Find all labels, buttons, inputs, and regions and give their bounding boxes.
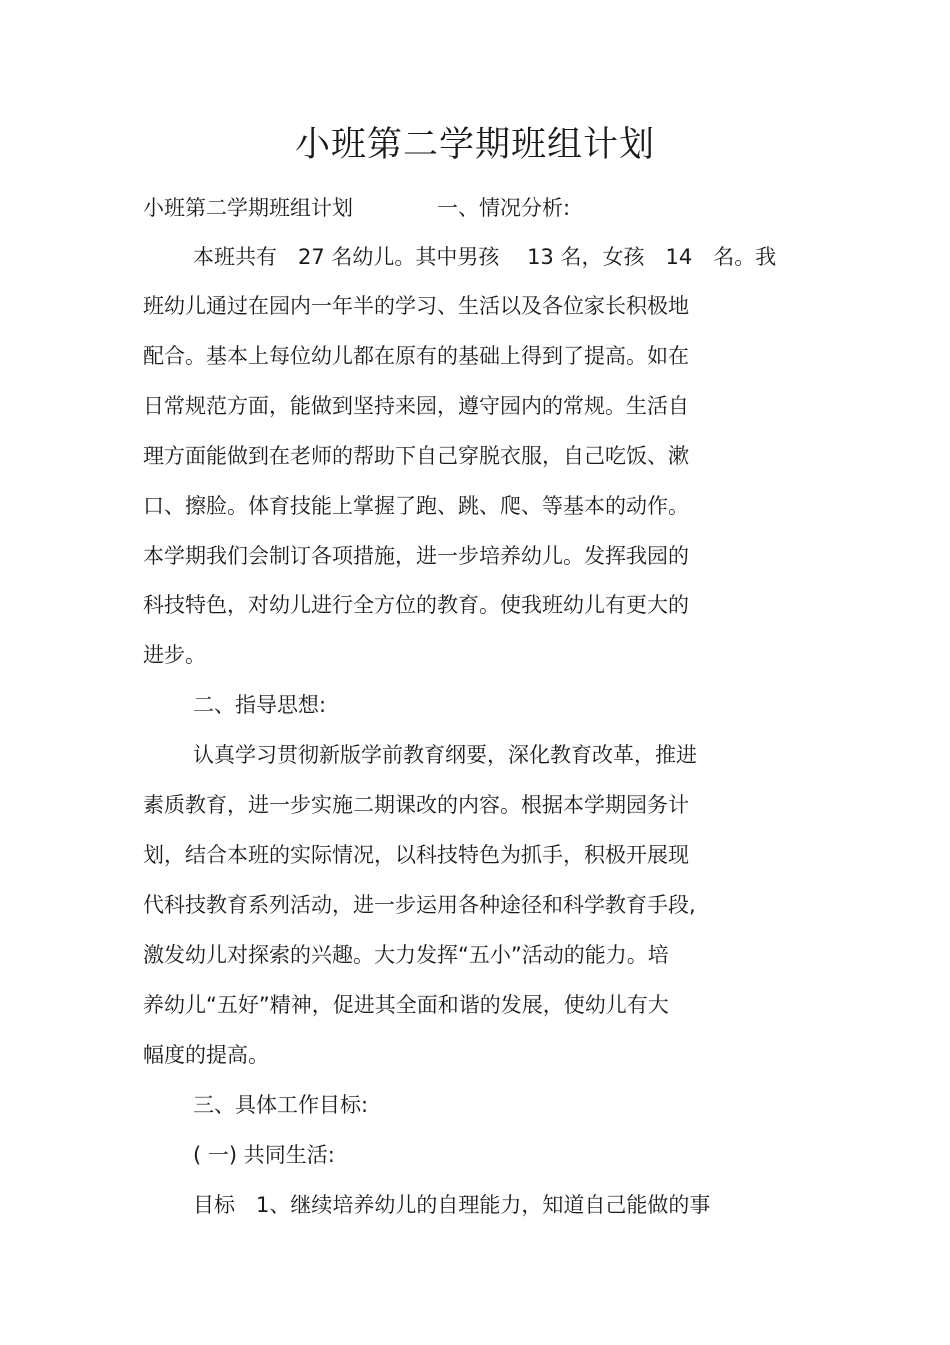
text-line-6: 理方面能做到在老师的帮助下自己穿脱衣服，自己吃饭、漱 — [143, 444, 689, 468]
text-line-5: 日常规范方面，能做到坚持来园，遵守园内的常规。生活自 — [143, 394, 689, 418]
text-line-18: 幅度的提高。 — [143, 1043, 269, 1067]
text-line-7: 口、擦脸。体育技能上掌握了跑、跳、爬、等基本的动作。 — [143, 494, 689, 518]
text-line-15: 代科技教育系列活动，进一步运用各种途径和科学教育手段, — [143, 893, 696, 917]
text-line-4: 配合。基本上每位幼儿都在原有的基础上得到了提高。如在 — [143, 344, 689, 368]
text-line-10: 进步。 — [143, 643, 206, 667]
text-line-12: 认真学习贯彻新版学前教育纲要，深化教育改革，推进 — [193, 743, 697, 767]
subsection-heading-common-life: ( 一) 共同生活: — [193, 1143, 335, 1167]
text-line-3: 班幼儿通过在园内一年半的学习、生活以及各位家长积极地 — [143, 294, 689, 318]
text-line-1: 小班第二学期班组计划 一、情况分析: — [143, 196, 571, 220]
section-heading-work-goals: 三、具体工作目标: — [193, 1093, 369, 1117]
text-line-9: 科技特色，对幼儿进行全方位的教育。使我班幼儿有更大的 — [143, 593, 689, 617]
document-title: 小班第二学期班组计划 — [294, 125, 655, 165]
text-line-21: 目标 1、继续培养幼儿的自理能力，知道自己能做的事 — [193, 1193, 711, 1217]
section-heading-guiding-thought: 二、指导思想: — [193, 693, 327, 717]
text-line-13: 素质教育，进一步实施二期课改的内容。根据本学期园务计 — [143, 793, 689, 817]
text-line-2: 本班共有 27 名幼儿。其中男孩 13 名，女孩 14 名。我 — [193, 245, 777, 269]
text-line-14: 划，结合本班的实际情况，以科技特色为抓手，积极开展现 — [143, 843, 689, 867]
text-line-17: 养幼儿“五好”精神，促进其全面和谐的发展，使幼儿有大 — [143, 993, 669, 1017]
text-line-8: 本学期我们会制订各项措施，进一步培养幼儿。发挥我园的 — [143, 544, 689, 568]
text-line-16: 激发幼儿对探索的兴趣。大力发挥“五小”活动的能力。培 — [143, 943, 669, 967]
